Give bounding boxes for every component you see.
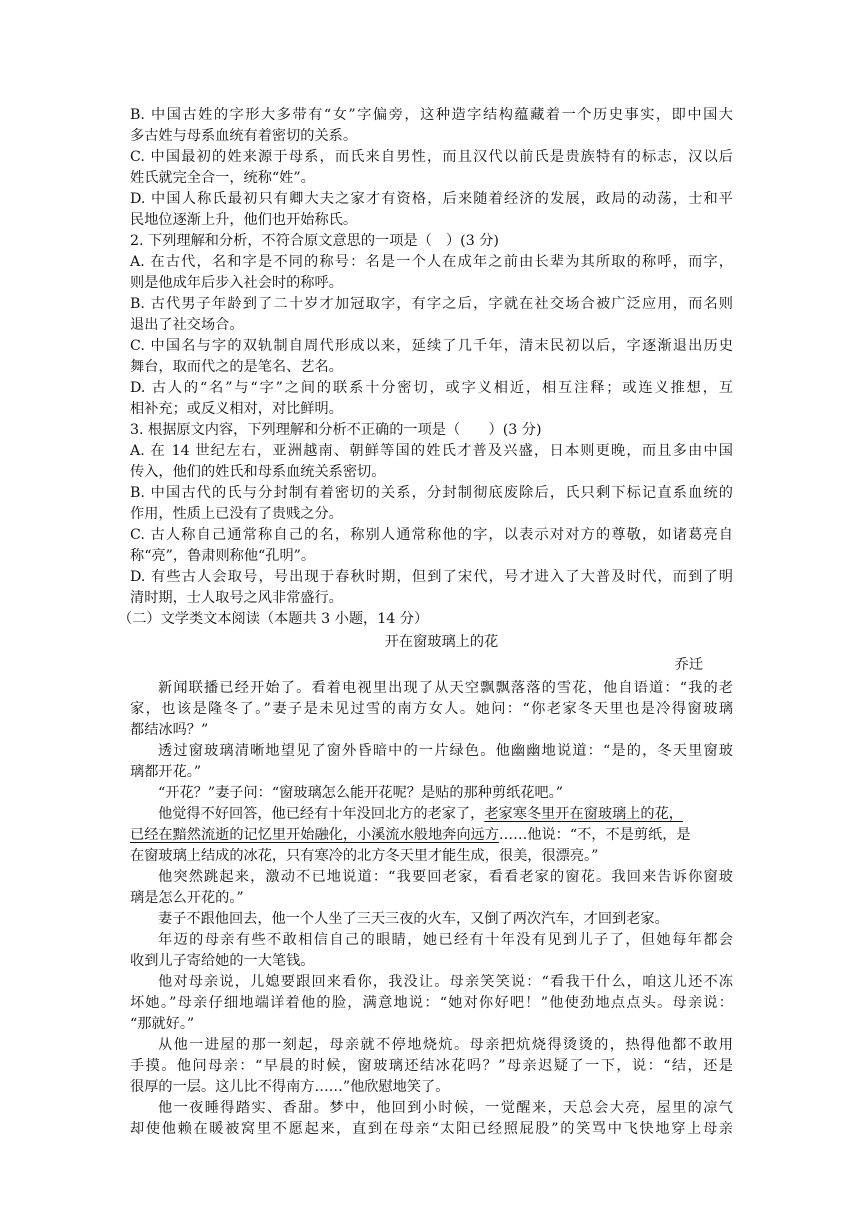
option-line: 多古姓与母系血统有着密切的关系。 [130, 128, 358, 144]
option-line: 清时期，士人取号之风非常盛行。 [130, 590, 343, 606]
story-line: 却使他赖在暖被窝里不愿起来，直到在母亲“太阳已经照屁股”的笑骂中飞快地穿上母亲 [130, 1121, 733, 1137]
story-line: 年迈的母亲有些不敢相信自己的眼睛，她已经有十年没有见到儿子了，但她每年都会 [158, 932, 733, 948]
option-line: D. 中国人称氏最初只有卿大夫之家才有资格，后来随着经济的发展，政局的动荡，士和平 [130, 191, 733, 207]
option-line: B. 中国古代的氏与分封制有着密切的关系，分封制彻底废除后，氏只剩下标记直系血统的 [130, 485, 733, 501]
option-line: 舞台，取而代之的是笔名、艺名。 [130, 359, 343, 375]
story-line: 他突然跳起来，激动不已地说道：“我要回老家，看看老家的窗花。我回来告诉你窗玻 [158, 869, 733, 885]
story-line: 坏她。”母亲仔细地端详着他的脸，满意地说：“她对你好吧！”他使劲地点点头。母亲说： [130, 995, 733, 1011]
story-line [158, 804, 733, 824]
story-line: 从他一进屋的那一刻起，母亲就不停地烧炕。母亲把炕烧得烫烫的，热得他都不敢用 [158, 1037, 733, 1053]
story-line: 璃都开花。” [130, 764, 202, 780]
option-line: 传入，他们的姓氏和母系血统关系密切。 [130, 464, 386, 480]
option-line: 称“亮”，鲁肃则称他“孔明”。 [130, 548, 316, 564]
story-text: 他觉得不好回答，他已经有十年没回北方的老家了， [158, 806, 485, 822]
option-line: C. 中国名与字的双轨制自周代形成以来，延续了几千年，清末民初以后，字逐渐退出历史 [130, 338, 733, 354]
story-line: 妻子不跟他回去，他一个人坐了三天三夜的火车，又倒了两次汽车，才回到老家。 [158, 911, 669, 927]
story-text: ……他说：“不，不是剪纸，是 [498, 827, 691, 843]
story-line: 透过窗玻璃清晰地望见了窗外昏暗中的一片绿色。他幽幽地说道：“是的，冬天里窗玻 [158, 743, 733, 759]
story-line: 在窗玻璃上结成的冰花，只有寒冷的北方冬天里才能生成，很美，很漂亮。” [130, 848, 599, 864]
option-line: B. 中国古姓的字形大多带有“女”字偏旁，这种造字结构蕴藏着一个历史事实，即中国大 [130, 107, 733, 123]
option-line: A. 在古代，名和字是不同的称号：名是一个人在成年之前由长辈为其所取的称呼，而字， [130, 254, 733, 270]
option-line: A. 在 14 世纪左右，亚洲越南、朝鲜等国的姓氏才普及兴盛，日本则更晚，而且多由中国 [130, 443, 733, 459]
option-line: 相补充；或反义相对，对比鲜明。 [130, 401, 343, 417]
story-line [130, 825, 733, 845]
story-line: 家，也该是隆冬了。”妻子是未见过雪的南方女人。她问：“你老家冬天里也是冷得窗玻璃 [130, 701, 733, 717]
option-line: 退出了社交场合。 [130, 317, 244, 333]
option-line: D. 古人的“名”与“字”之间的联系十分密切，或字义相近，相互注释；或连义推想，互 [130, 380, 733, 396]
story-line: 他一夜睡得踏实、香甜。梦中，他回到小时候，一觉醒来，天总会大亮，屋里的凉气 [158, 1100, 733, 1116]
option-line: 姓氏就完全合一，统称“姓”。 [130, 170, 315, 186]
story-line: 璃是怎么开花的。” [130, 890, 244, 906]
story-line: 都结冰吗？” [130, 722, 209, 738]
option-line: 作用，性质上已没有了贵贱之分。 [130, 506, 343, 522]
option-line: 民地位逐渐上升，他们也开始称氏。 [130, 212, 358, 228]
option-line: C. 中国最初的姓来源于母系，而氏来自男性，而且汉代以前氏是贵族特有的标志，汉以后 [130, 149, 733, 165]
option-line: B. 古代男子年龄到了二十岁才加冠取字，有字之后，字就在社交场合被广泛应用，而名则 [130, 296, 733, 312]
underlined-text: 老家寒冬里开在窗玻璃上的花， [484, 806, 683, 822]
story-line: 很厚的一层。这儿比不得南方……”他欣慰地笑了。 [130, 1079, 450, 1095]
option-line: D. 有些古人会取号，号出现于春秋时期，但到了宋代，号才进入了大普及时代，而到了明 [130, 569, 733, 585]
story-title: 开在窗玻璃上的花 [384, 634, 499, 650]
story-line: 手摸。他问母亲：“早晨的时候，窗玻璃还结冰花吗？”母亲迟疑了一下，说：“结，还是 [130, 1058, 733, 1074]
story-line: 收到儿子寄给她的一大笔钱。 [130, 953, 315, 969]
story-line: “开花？”妻子问：“窗玻璃怎么能开花呢？是贴的那种剪纸花吧。” [158, 785, 563, 801]
story-line: 新闻联播已经开始了。看着电视里出现了从天空飘飘落落的雪花，他自语道：“我的老 [158, 680, 733, 696]
option-line: C. 古人称自己通常称自己的名，称别人通常称他的字，以表示对对方的尊敬，如诸葛亮自 [130, 527, 733, 543]
underlined-text: 已经在黯然流逝的记忆里开始融化，小溪流水般地奔向远方 [130, 827, 499, 843]
option-line: 则是他成年后步入社会时的称呼。 [130, 275, 343, 291]
section-heading: （二）文学类文本阅读（本题共 3 小题，14 分） [118, 611, 429, 627]
story-line: 他对母亲说，儿媳要跟回来看你，我没让。母亲笑笑说：“看我干什么，咱这儿还不冻 [158, 974, 733, 990]
question-2-stem: 2. 下列理解和分析，不符合原文意思的一项是（ ）(3 分) [130, 233, 499, 249]
question-3-stem: 3. 根据原文内容，下列理解和分析不正确的一项是（ ）(3 分) [130, 422, 542, 438]
story-line: “那就好。” [130, 1016, 195, 1032]
story-author: 乔迁 [674, 657, 703, 673]
